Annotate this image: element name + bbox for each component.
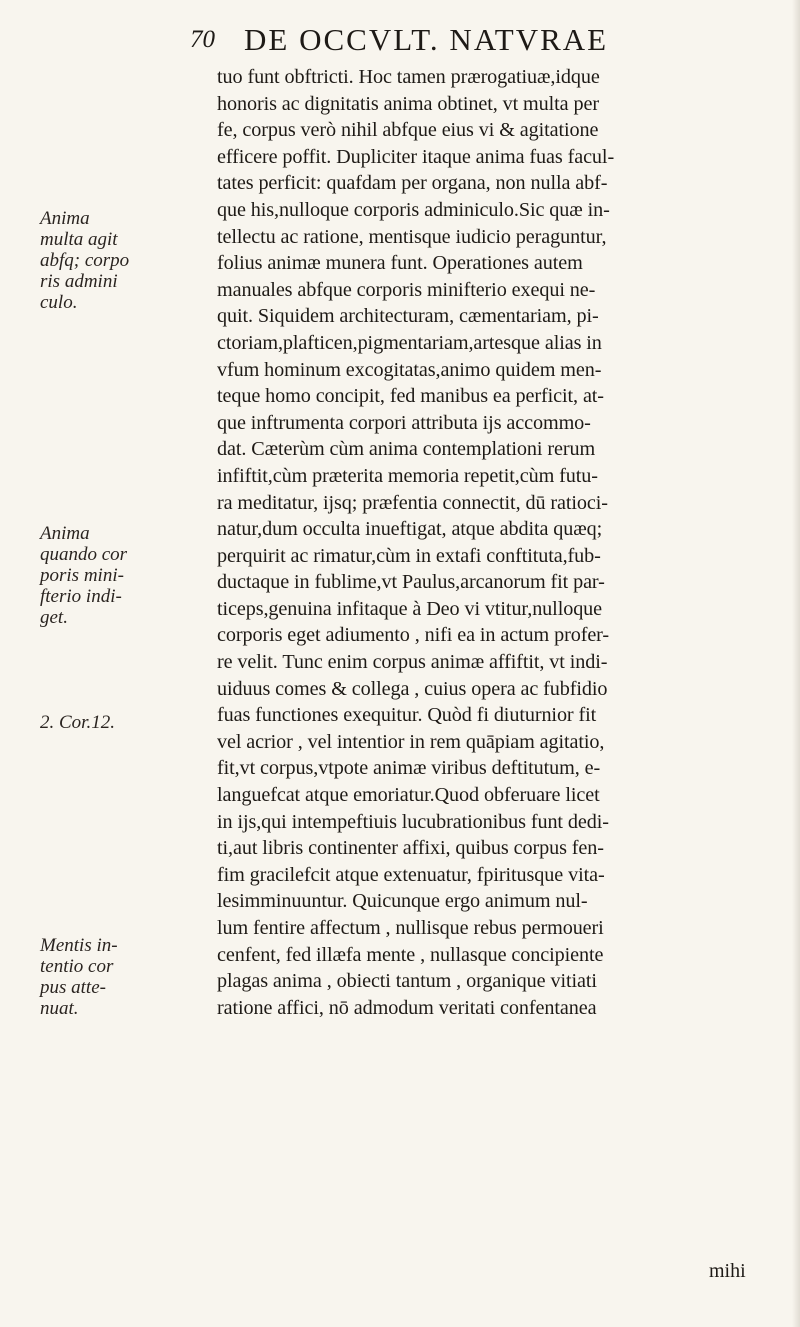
text-line: quit. Siquidem architecturam, cæmentariam, pi- (217, 305, 599, 328)
text-line: ratione affici, nō admodum veritati confentanea (217, 996, 597, 1019)
text-line: perquirit ac rimatur,cùm in extafi conftituta,fub- (217, 544, 601, 567)
marginal-note-line: pus atte- (40, 977, 106, 998)
marginal-note-line: Anima (40, 523, 90, 544)
text-line: honoris ac dignitatis anima obtinet, vt multa per (217, 92, 599, 115)
marginal-note-line: Anima (40, 208, 90, 229)
text-line: lesimminuuntur. Quicunque ergo animum nul- (217, 890, 588, 913)
marginal-note-line: poris mini- (40, 565, 124, 586)
text-line: uiduus comes & collega , cuius opera ac fubfidio (217, 677, 608, 700)
text-line: folius animæ munera funt. Operationes autem (217, 252, 583, 275)
text-line: ra meditatur, ijsq; præfentia connectit, dū ratioci- (217, 491, 608, 514)
text-line: ticeps,genuina infitaque à Deo vi vtitur,nulloque (217, 597, 603, 620)
text-line: vfum hominum excogitatas,animo quidem men- (217, 358, 602, 381)
marginal-note-line: quando cor (40, 544, 128, 565)
marginal-note-line: 2. Cor.12. (40, 712, 115, 733)
text-line: re velit. Tunc enim corpus animæ affiftit, vt indi- (217, 651, 608, 674)
text-line: teque homo concipit, fed manibus ea perficit, at- (217, 385, 604, 408)
page-edge-shadow (792, 0, 800, 1327)
text-line: languefcat atque emoriatur.Quod obferuare licet (217, 784, 600, 807)
marginal-note-line: Mentis in- (40, 935, 118, 956)
marginal-note-anima-multa-agit (40, 208, 190, 313)
text-line: natur,dum occulta inueftigat, atque abdita quæq; (217, 518, 603, 541)
marginal-note-line: fterio indi- (40, 586, 122, 607)
text-line: manuales abfque corporis minifterio exequi ne- (217, 278, 596, 301)
text-line: lum fentire affectum , nullisque rebus permoueri (217, 917, 604, 939)
catchword: mihi (709, 1260, 746, 1282)
running-head: DE OCCVLT. NATVRAE (244, 22, 609, 57)
marginal-note-mentis-intentio (40, 935, 190, 1019)
text-line: plagas anima , obiecti tantum , organique vitiati (217, 970, 597, 993)
marginal-note-line: multa agit (40, 229, 118, 250)
text-line: ti,aut libris continenter affixi, quibus corpus fen- (217, 837, 604, 860)
marginal-note-anima-quando (40, 523, 190, 628)
page-header (190, 20, 750, 60)
text-line: tellectu ac ratione, mentisque iudicio peraguntur, (217, 225, 607, 248)
text-line: ductaque in fublime,vt Paulus,arcanorum fit par- (217, 571, 605, 594)
main-text-block (217, 64, 777, 1021)
text-line: tates perficit: quafdam per organa, non nulla abf- (217, 172, 608, 195)
page-number: 70 (190, 26, 215, 53)
marginal-note-line: culo. (40, 292, 78, 313)
marginal-note-citation (40, 712, 190, 733)
marginal-note-line: get. (40, 607, 68, 628)
text-line: que inftrumenta corpori attributa ijs accommo- (217, 411, 591, 434)
text-line: fuas functiones exequitur. Quòd fi diuturnior fit (217, 704, 597, 727)
marginal-note-line: abfq; corpo (40, 250, 130, 271)
marginal-note-line: ris admini (40, 271, 118, 292)
text-line: cenfent, fed illæfa mente , nullasque concipiente (217, 943, 604, 966)
text-line: corporis eget adiumento , nifi ea in actum profer- (217, 624, 610, 647)
marginal-note-line: nuat. (40, 998, 79, 1019)
marginal-note-line: tentio cor (40, 956, 114, 977)
text-line: fit,vt corpus,vtpote animæ viribus deftitutum, e- (217, 757, 601, 780)
text-line: ctoriam,plafticen,pigmentariam,artesque alias in (217, 331, 602, 354)
text-line: vel acrior , vel intentior in rem quāpiam agitatio, (217, 730, 605, 753)
text-line: dat. Cæterùm cùm anima contemplationi rerum (217, 438, 596, 461)
text-line: fe, corpus verò nihil abfque eius vi & agitatione (217, 119, 599, 142)
text-line: infiftit,cùm præterita memoria repetit,cùm futu- (217, 464, 598, 487)
text-line: efficere poffit. Dupliciter itaque anima fuas facul- (217, 145, 615, 168)
text-line: in ijs,qui intempeftiuis lucubrationibus funt dedi- (217, 810, 609, 833)
text-line: que his,nulloque corporis adminiculo.Sic quæ in- (217, 198, 610, 221)
text-line: tuo funt obftricti. Hoc tamen prærogatiuæ,idque (217, 66, 600, 88)
text-line: fim gracilefcit atque extenuatur, fpiritusque vita- (217, 863, 605, 886)
